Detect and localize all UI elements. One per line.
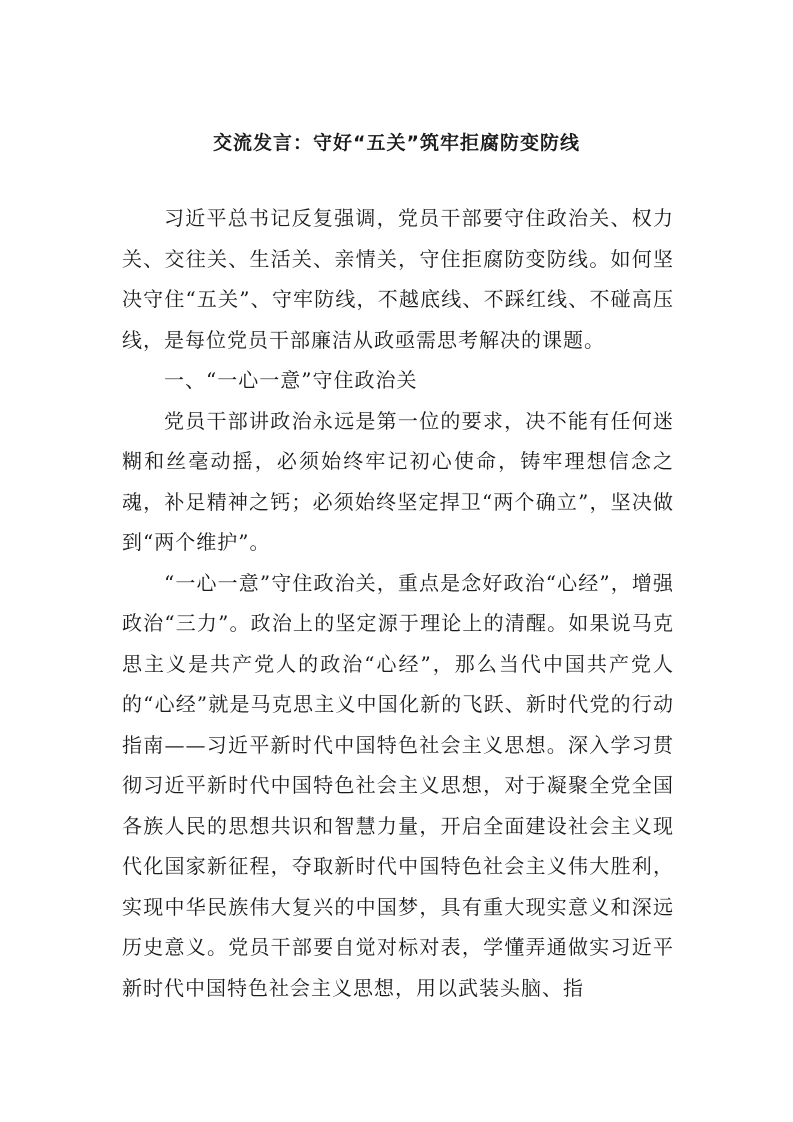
document-title: 交流发言：守好“五关”筑牢拒腐防变防线 bbox=[213, 132, 580, 154]
document-body bbox=[122, 198, 674, 1008]
section-heading-political: 一、“一心一意”守住政治关 bbox=[164, 368, 418, 392]
intro-paragraph: 习近平总书记反复强调，党员干部要守住政治关、权力关、交往关、生活关、亲情关，守住拒腐防变防线。如何坚决守住“五关”、守牢防线，不越底线、不踩红线、不碰高压线，是每位党员干部廉洁从政亟需思考解决的课题。 bbox=[122, 206, 674, 352]
body-paragraph: “一心一意”守住政治关，重点是念好政治“心经”，增强政治“三力”。政治上的坚定源于理论上的清醒。如果说马克思主义是共产党人的政治“心经”，那么当代中国共产党人的“心经”就是马克思主义中国化新的飞跃、新时代党的行动指南——习近平新时代中国特色社会主义思想。深入学习贯彻习近平新时代中国特色社会主义思想，对于凝聚全党全国各族人民的思想共识和智慧力量，开启全面建设社会主义现代化国家新征程，夺取新时代中国特色社会主义伟大胜利，实现中华民族伟大复兴的中国梦，具有重大现实意义和深远历史意义。党员干部要自觉对标对表，学懂弄通做实习近平新时代中国特色社会主义思想，用以武装头脑、指 bbox=[122, 570, 674, 1000]
body-paragraph: 党员干部讲政治永远是第一位的要求，决不能有任何迷糊和丝毫动摇，必须始终牢记初心使命，铸牢理想信念之魂，补足精神之钙；必须始终坚定捍卫“两个确立”，坚决做到“两个维护”。 bbox=[122, 408, 674, 554]
